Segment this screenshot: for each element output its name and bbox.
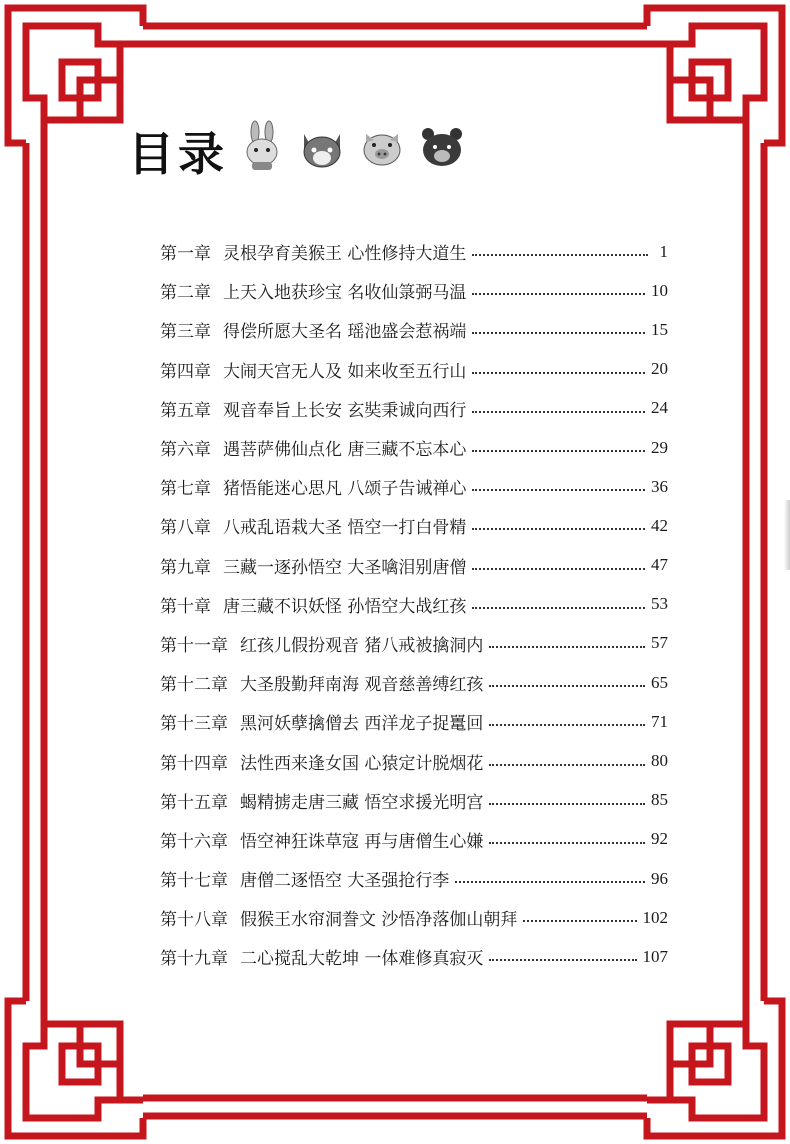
chapter-title: 观音奉旨上长安 玄奘秉诚向西行 [223, 400, 467, 421]
leader-dots [472, 253, 648, 256]
chapter-number: 第十九章 [160, 949, 228, 970]
toc-entry[interactable] [160, 741, 668, 780]
page-number: 29 [651, 437, 668, 457]
chapter-number: 第十八章 [160, 910, 228, 931]
page-title: 目录 [128, 127, 228, 181]
leader-dots [472, 567, 645, 570]
chapter-number: 第十章 [160, 596, 211, 617]
toc-entry[interactable] [160, 820, 668, 859]
page-number: 47 [651, 555, 668, 575]
leader-dots [472, 292, 645, 295]
chapter-number: 第一章 [160, 244, 211, 265]
toc-entry[interactable] [160, 310, 668, 349]
toc-entry[interactable] [160, 585, 668, 624]
chapter-title: 假猴王水帘洞誊文 沙悟净落伽山朝拜 [240, 910, 518, 931]
chapter-number: 第五章 [160, 400, 211, 421]
chapter-title: 大闹天宫无人及 如来收至五行山 [223, 361, 467, 382]
leader-dots [489, 645, 645, 648]
chapter-title: 灵根孕育美猴王 心性修持大道生 [223, 244, 467, 265]
rabbit-icon [236, 120, 288, 172]
page-number: 42 [651, 515, 668, 535]
toc-entry[interactable] [160, 389, 668, 428]
chapter-title: 三藏一逐孙悟空 大圣噙泪别唐僧 [223, 557, 467, 578]
page-number: 57 [651, 633, 668, 653]
page-number: 53 [651, 594, 668, 614]
chapter-number: 第八章 [160, 518, 211, 539]
chapter-title: 悟空神狂诛草寇 再与唐僧生心嫌 [240, 831, 484, 852]
chapter-number: 第十一章 [160, 635, 228, 656]
page-number: 36 [651, 476, 668, 496]
page-number: 85 [651, 790, 668, 810]
toc-entry[interactable] [160, 937, 668, 976]
page-number: 107 [642, 946, 668, 966]
toc-entry[interactable] [160, 271, 668, 310]
chapter-number: 第三章 [160, 322, 211, 343]
chapter-title: 上天入地获珍宝 名收仙箓弼马温 [223, 283, 467, 304]
page-number: 15 [651, 319, 668, 339]
chapter-number: 第四章 [160, 361, 211, 382]
chapter-title: 黑河妖孽擒僧去 西洋龙子捉鼍回 [240, 714, 484, 735]
bear-icon [416, 120, 468, 172]
leader-dots [472, 606, 645, 609]
toc-entry[interactable] [160, 624, 668, 663]
page-number: 92 [651, 829, 668, 849]
leader-dots [489, 684, 645, 687]
chapter-number: 第十二章 [160, 675, 228, 696]
toc-entry[interactable] [160, 232, 668, 271]
chapter-title: 唐僧二逐悟空 大圣强抢行李 [240, 871, 450, 892]
leader-dots [489, 723, 645, 726]
chapter-number: 第十五章 [160, 792, 228, 813]
toc-entry[interactable] [160, 781, 668, 820]
chapter-title: 猪悟能迷心思凡 八颂子告诫禅心 [223, 479, 467, 500]
chapter-title: 大圣殷勤拜南海 观音慈善缚红孩 [240, 675, 484, 696]
chapter-title: 红孩儿假扮观音 猪八戒被擒洞内 [240, 635, 484, 656]
page-number: 71 [651, 711, 668, 731]
leader-dots [489, 958, 636, 961]
animal-icons [236, 120, 468, 172]
page-number: 102 [642, 907, 668, 927]
leader-dots [472, 410, 645, 413]
leader-dots [472, 527, 645, 530]
toc-entry[interactable] [160, 898, 668, 937]
toc-entry[interactable] [160, 859, 668, 898]
toc-entry[interactable] [160, 663, 668, 702]
chapter-number: 第七章 [160, 479, 211, 500]
leader-dots [472, 449, 645, 452]
chapter-number: 第十六章 [160, 831, 228, 852]
leader-dots [472, 488, 645, 491]
table-of-contents [160, 232, 668, 977]
chapter-number: 第十七章 [160, 871, 228, 892]
chapter-number: 第六章 [160, 440, 211, 461]
leader-dots [489, 802, 645, 805]
page-number: 96 [651, 868, 668, 888]
toc-entry[interactable] [160, 467, 668, 506]
leader-dots [472, 331, 645, 334]
chapter-title: 唐三藏不识妖怪 孙悟空大战红孩 [223, 596, 467, 617]
chapter-number: 第二章 [160, 283, 211, 304]
toc-entry[interactable] [160, 506, 668, 545]
leader-dots [523, 919, 636, 922]
leader-dots [489, 763, 645, 766]
chapter-number: 第十三章 [160, 714, 228, 735]
page-number: 80 [651, 751, 668, 771]
leader-dots [489, 841, 645, 844]
chapter-number: 第十四章 [160, 753, 228, 774]
page-number: 1 [659, 241, 668, 261]
toc-entry[interactable] [160, 702, 668, 741]
chapter-title: 二心搅乱大乾坤 一体难修真寂灭 [240, 949, 484, 970]
toc-entry[interactable] [160, 428, 668, 467]
toc-entry[interactable] [160, 546, 668, 585]
leader-dots [472, 371, 645, 374]
chapter-title: 蝎精掳走唐三藏 悟空求援光明宫 [240, 792, 484, 813]
page-number: 10 [651, 280, 668, 300]
page-edge-shadow [784, 500, 790, 570]
chapter-title: 遇菩萨佛仙点化 唐三藏不忘本心 [223, 440, 467, 461]
toc-entry[interactable] [160, 350, 668, 389]
page-number: 20 [651, 359, 668, 379]
pig-icon [356, 120, 408, 172]
chapter-title: 得偿所愿大圣名 瑶池盛会惹祸端 [223, 322, 467, 343]
cat-icon [296, 120, 348, 172]
page-number: 65 [651, 672, 668, 692]
chapter-number: 第九章 [160, 557, 211, 578]
chapter-title: 八戒乱语栽大圣 悟空一打白骨精 [223, 518, 467, 539]
chapter-title: 法性西来逢女国 心猿定计脱烟花 [240, 753, 484, 774]
page-number: 24 [651, 398, 668, 418]
leader-dots [455, 880, 645, 883]
